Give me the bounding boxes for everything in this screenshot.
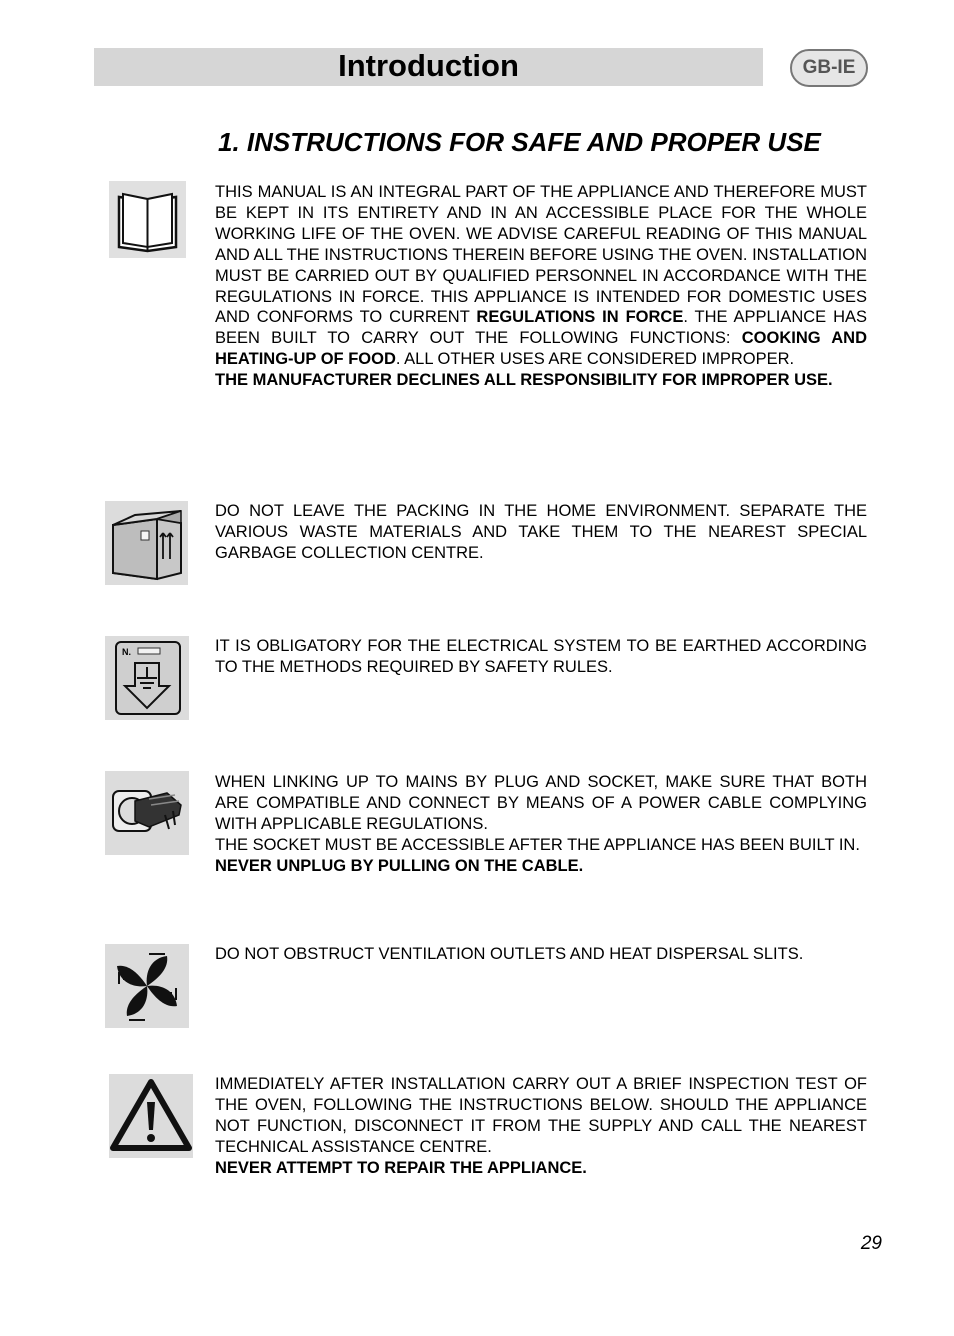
packing-instructions-block (215, 501, 867, 564)
ventilation-fan-icon (105, 944, 189, 1028)
packing-paragraph: DO NOT LEAVE THE PACKING IN THE HOME ENVIRONMENT. SEPARATE THE VARIOUS WASTE MATERIALS AND TAKE THEM TO THE NEAREST SPECIAL GARBAGE COLLECTION CENTRE. (215, 502, 867, 562)
earthing-paragraph: IT IS OBLIGATORY FOR THE ELECTRICAL SYSTEM TO BE EARTHED ACCORDING TO THE METHODS REQUIRED BY SAFETY RULES. (215, 637, 867, 676)
section-title: 1. INSTRUCTIONS FOR SAFE AND PROPER USE (218, 127, 821, 157)
inspection-paragraph: IMMEDIATELY AFTER INSTALLATION CARRY OUT A BRIEF INSPECTION TEST OF THE OVEN, FOLLOWING THE INSTRUCTIONS BELOW. SHOULD THE APPLIANCE NOT FUNCTION, DISCONNECT IT FROM THE SUPPLY AND CALL THE NEAREST TECHNICAL ASSISTANCE CENTRE. (215, 1075, 867, 1156)
bold-text-regulations: REGULATIONS IN FORCE (476, 308, 684, 327)
bold-text-unplug: NEVER UNPLUG BY PULLING ON THE CABLE. (215, 856, 584, 875)
plug-paragraph: WHEN LINKING UP TO MAINS BY PLUG AND SOCKET, MAKE SURE THAT BOTH ARE COMPATIBLE AND CONNECT BY MEANS OF A POWER CABLE COMPLYING WITH APPLICABLE REGULATIONS. (215, 773, 867, 833)
plug-instructions-block (215, 772, 867, 877)
earthing-instructions-block (215, 636, 867, 678)
bold-text-repair: NEVER ATTEMPT TO REPAIR THE APPLIANCE. (215, 1158, 587, 1177)
plug-socket-icon (105, 771, 189, 855)
inspection-instructions-block (215, 1074, 867, 1179)
ventilation-instructions-block (215, 944, 867, 965)
manual-instructions-block (215, 182, 867, 391)
page-number: 29 (860, 1233, 882, 1254)
earth-ground-icon (105, 636, 189, 720)
repair-warning (215, 1158, 867, 1179)
page-title: Introduction (338, 48, 519, 83)
manual-paragraph (215, 182, 867, 370)
warning-triangle-icon (109, 1074, 193, 1158)
text-run: . ALL OTHER USES ARE CONSIDERED IMPROPER. (395, 350, 795, 369)
manual-book-icon (109, 181, 186, 258)
text-run: THIS MANUAL IS AN INTEGRAL PART OF THE APPLIANCE AND THEREFORE MUST BE KEPT IN ITS ENTIRETY AND IN AN ACCESSIBLE PLACE FOR THE WHOLE WORKING LIFE OF THE OVEN. WE ADVISE CAREFUL READING OF THIS MANUAL AND ALL THE INSTRUCTIONS THEREIN BEFORE USING THE OVEN. INSTALLATION MUST BE CARRIED OUT BY QUALIFIED PERSONNEL IN ACCORDANCE WITH THE REGULATIONS IN FORCE. THIS APPLIANCE IS INTENDED FOR DOMESTIC USES AND CONFORMS TO CURRENT (215, 183, 867, 327)
language-badge: GB-IE (790, 49, 868, 87)
packing-box-icon (105, 501, 188, 585)
responsibility-warning (215, 370, 867, 391)
earth-plate-label: N. (122, 647, 131, 657)
socket-paragraph: THE SOCKET MUST BE ACCESSIBLE AFTER THE APPLIANCE HAS BEEN BUILT IN. (215, 835, 860, 854)
bold-text-responsibility: THE MANUFACTURER DECLINES ALL RESPONSIBILITY FOR IMPROPER USE. (215, 371, 833, 390)
bold-text-functions: COOKING AND HEATING-UP OF FOOD (215, 329, 867, 369)
text-run: . THE APPLIANCE HAS BEEN BUILT TO CARRY OUT THE FOLLOWING FUNCTIONS: (215, 308, 867, 348)
ventilation-paragraph: DO NOT OBSTRUCT VENTILATION OUTLETS AND HEAT DISPERSAL SLITS. (215, 945, 804, 963)
unplug-warning (215, 856, 867, 877)
